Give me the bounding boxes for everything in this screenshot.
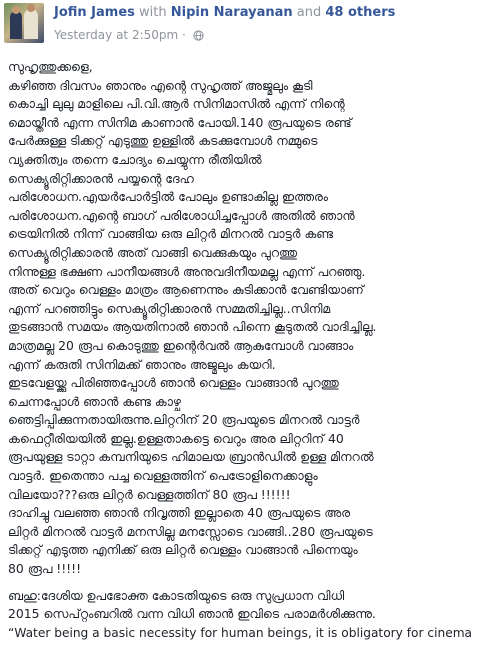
meta-separator: ·	[182, 28, 186, 42]
post-quote: “Water being a basic necessity for human beings, it is obligatory for cinema	[8, 625, 473, 640]
and-text: and	[296, 5, 322, 20]
post-header	[0, 0, 502, 50]
others-link[interactable]: 48 others	[325, 5, 396, 20]
tagged-person[interactable]: Nipin Narayanan	[170, 5, 293, 20]
post-body	[8, 58, 496, 642]
avatar[interactable]	[4, 3, 44, 43]
author-name[interactable]: Jofin James	[54, 5, 135, 20]
globe-icon[interactable]	[193, 30, 204, 41]
with-text: with	[139, 5, 167, 20]
post-title-line	[54, 5, 395, 20]
post-timestamp[interactable]: Yesterday at 2:50pm	[54, 28, 179, 42]
post-meta	[54, 28, 204, 42]
post-paragraph-main: സുഹൃത്തുക്കളെ, കഴിഞ്ഞ ദിവസം ഞാനും എന്റെ സുഹൃത്ത് അജ്മലും കൂടി കൊച്ചി ലുലു മാളിലെ പി.വി.ആർ സിനിമാസിൽ എന്ന് നിന്റെ മൊയ്തീൻ എന്ന സിനിമ കാണാൻ പോയി.140 രൂപയുടെ രണ്ട് പേർക്കുള്ള ടിക്കറ്റ് എടുത്തു ഉള്ളിൽ കടക്കുമ്പോൾ നമ്മുടെ വ്യക്തിത്വം തന്നെ ചോദ്യം ചെയ്യുന്ന രീതിയിൽ സെക്യൂരിറ്റിക്കാരൻ പയ്യന്റെ ദേഹ പരിശോധന.എയർപോർട്ടിൽ പോലും ഉണ്ടാകില്ല ഇത്തരം പരിശോധന.എന്റെ ബാഗ് പരിശോധിച്ചപ്പോൾ അതിൽ ഞാൻ ട്രെയിനിൽ നിന്ന് വാങ്ങിയ ഒരു ലിറ്റർ മിനറൽ വാട്ടർ കണ്ട സെക്യൂരിറ്റിക്കാരൻ അത് വാങ്ങി വെക്കുകയും പുറത്തു നിന്നുള്ള ഭക്ഷണ പാനീയങ്ങൾ അനുവദിനീയമല്ല എന്ന് പറഞ്ഞു. അത് വെറും വെള്ളം മാത്രം ആണെന്നും കുടിക്കാൻ വേണ്ടിയാണ് എന്ന് പറഞ്ഞിട്ടും സെക്യൂരിറ്റിക്കാരൻ സമ്മതിച്ചില്ല..സിനിമ തുടങ്ങാൻ സമയം ആയതിനാൽ ഞാൻ പിന്നെ കൂടുതൽ വാദിച്ചില്ല. മാത്രമല്ല 20 രൂപ കൊടുത്തു ഇന്റെർവൽ ആകുമ്പോൾ വാങ്ങാം എന്ന് കരുതി സിനിമക്ക് ഞാനും അജ്മലും കയറി. ഇടവേളയ്ക്കു പിരിഞ്ഞപ്പോൾ ഞാൻ വെള്ളം വാങ്ങാൻ പുറത്തു ചെന്നപ്പോൾ ഞാൻ കണ്ട കാഴ്ച ഞെട്ടിപ്പിക്കുന്നതായിരുന്നു.ലിറ്ററിന് 20 രൂപയുടെ മിനറൽ വാട്ടർ കഫെറ്റീരിയയിൽ ഇല്ല.ഉള്ളതാകട്ടെ വെറും അര ലിറ്ററിന് 40 രൂപയുള്ള ടാറ്റാ കമ്പനിയുടെ ഹിമാലയ ബ്രാൻഡിൽ ഉള്ള മിനറൽ വാട്ടർ. ഇതെന്താ പച്ച വെള്ളത്തിന് പെട്രോളിനെക്കാളും വിലയോ???ഒരു ലിറ്റർ വെള്ളത്തിന് 80 രൂപ !!!!!! ദാഹിച്ചു വലഞ്ഞ ഞാൻ നിവൃത്തി ഇല്ലാതെ 40 രൂപയുടെ അര ലിറ്റർ മിനറൽ വാട്ടർ മനസില്ല മനസ്സോടെ വാങ്ങി..280 രൂപയുടെ ടിക്കറ്റ് എടുത്ത എനിക്ക് ഒരു ലിറ്റർ വെള്ളം വാങ്ങാൻ പിന്നെയും 80 രൂപ !!!!!	[8, 59, 377, 577]
post-paragraph-verdict: ബഹു:ദേശിയ ഉപഭോക്ത കോടതിയുടെ ഒരു സുപ്രധാന വിധി 2015 സെപ്റ്റംബറിൽ വന്ന വിധി ഞാൻ ഇവിടെ പരാമർശിക്കുന്നു.	[8, 587, 376, 622]
